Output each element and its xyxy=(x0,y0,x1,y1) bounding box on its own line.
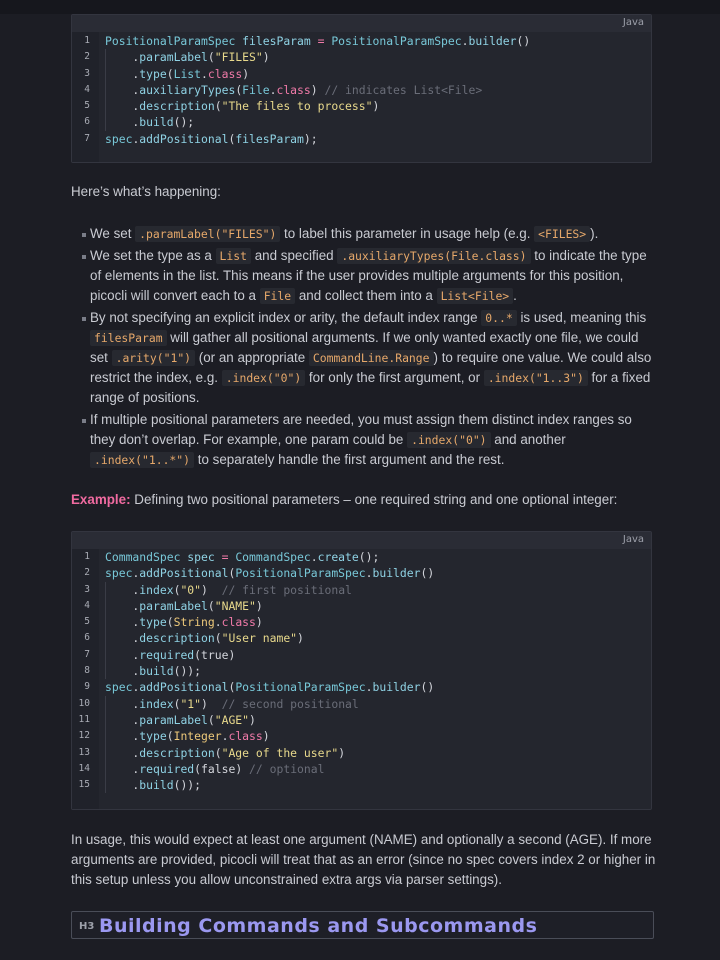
code-line: 2 .paramLabel("FILES") xyxy=(84,50,270,65)
code-text: PositionalParamSpec filesParam = PositionalParamSpec.builder() xyxy=(105,34,531,48)
inline-code: List xyxy=(216,248,251,264)
inline-code: .index("1..3") xyxy=(484,370,588,386)
inline-code: File xyxy=(260,288,295,304)
code-block-1 xyxy=(71,14,652,163)
code-line: 5 .description("The files to process") xyxy=(84,99,380,114)
code-line: 3 .index("0") // first positional xyxy=(84,582,352,597)
code-line: 1 PositionalParamSpec filesParam = PositionalParamSpec.builder() xyxy=(84,34,531,48)
list-item: We set the type as a List and specified .auxiliaryTypes(File.class) to indicate the type of elements in the list. This means if the user provides multiple arguments for this position, picocli will convert each to a File and collect them into a List<File> . xyxy=(71,246,656,306)
code-line: 7 spec.addPositional(filesParam); xyxy=(84,131,318,146)
inline-code: .index("0") xyxy=(407,432,490,448)
code-line: 6 .description("User name") xyxy=(84,631,304,646)
inline-code: .auxiliaryTypes(File.class) xyxy=(337,248,530,264)
top-bar xyxy=(0,0,720,14)
code-line: 5 .type(String.class) xyxy=(84,615,263,630)
code-line: 11 .paramLabel("AGE") xyxy=(78,712,256,727)
code-line: 3 .type(List.class) xyxy=(84,66,250,81)
example-paragraph: Example: Defining two positional parameters – one required string and one optional integer: xyxy=(71,492,618,507)
code-line: 14 .required(false) // optional xyxy=(78,761,325,776)
intro-text: Here’s what’s happening: xyxy=(71,184,221,199)
code-line: 13 .description("Age of the user") xyxy=(78,745,346,760)
code-body[interactable] xyxy=(72,32,651,162)
heading-title: Building Commands and Subcommands xyxy=(99,915,538,937)
code-line: 9 spec.addPositional(PositionalParamSpec.builder() xyxy=(84,680,435,695)
inline-code: .index("1..*") xyxy=(90,452,194,468)
code-line: 12 .type(Integer.class) xyxy=(78,729,270,744)
inline-code: CommandLine.Range xyxy=(309,350,434,366)
code-line: 15 .build()); xyxy=(78,778,202,793)
inline-code: .paramLabel("FILES") xyxy=(135,226,280,242)
code-language-label: Java xyxy=(622,534,644,545)
heading-level-tag: H3 xyxy=(79,921,95,932)
code-language-label: Java xyxy=(622,17,644,28)
code-line: 8 .build()); xyxy=(84,664,202,679)
code-line: 4 .auxiliaryTypes(File.class) // indicates List<File> xyxy=(84,82,483,97)
bullet-list xyxy=(71,224,656,472)
code-block-2 xyxy=(71,531,652,810)
section-heading xyxy=(71,911,654,939)
inline-code: List<File> xyxy=(437,288,514,304)
list-item: By not specifying an explicit index or arity, the default index range 0..* is used, meaning this filesParam will gather all positional arguments. If we only wanted exactly one file, we could set .arity("1") (or an appropriate CommandLine.Range ) to require one value. We could also restrict the index, e.g. .index("0") for only the first argument, or .index("1..3") for a fixed range of positions. xyxy=(71,308,656,408)
code-header xyxy=(72,532,651,549)
code-line: 1 CommandSpec spec = CommandSpec.create(); xyxy=(84,550,380,564)
code-body[interactable] xyxy=(72,549,651,809)
inline-code: filesParam xyxy=(90,330,167,346)
example-label: Example: xyxy=(71,492,131,507)
inline-code: .index("0") xyxy=(222,370,305,386)
inline-code: .arity("1") xyxy=(112,350,195,366)
code-header xyxy=(72,15,651,32)
usage-paragraph: In usage, this would expect at least one argument (NAME) and optionally a second (AGE). If more arguments are provided, picocli will treat that as an error (since no spec covers index 2 or higher in this setup unless you allow unconstrained extra args via parser settings). xyxy=(71,832,656,887)
code-line: 4 .paramLabel("NAME") xyxy=(84,598,263,613)
code-line: 6 .build(); xyxy=(84,115,195,130)
code-line: 7 .required(true) xyxy=(84,647,236,662)
code-line: 2 spec.addPositional(PositionalParamSpec.builder() xyxy=(84,566,435,581)
list-item: We set .paramLabel("FILES") to label this parameter in usage help (e.g. <FILES> ). xyxy=(71,224,656,244)
inline-code: 0..* xyxy=(481,310,516,326)
code-line: 10 .index("1") // second positional xyxy=(78,696,359,711)
list-item: If multiple positional parameters are needed, you must assign them distinct index ranges so they don’t overlap. For example, one param could be .index("0") and another .index("1..*") to separately handle the first argument and the rest. xyxy=(71,410,656,470)
inline-code: <FILES> xyxy=(534,226,590,242)
